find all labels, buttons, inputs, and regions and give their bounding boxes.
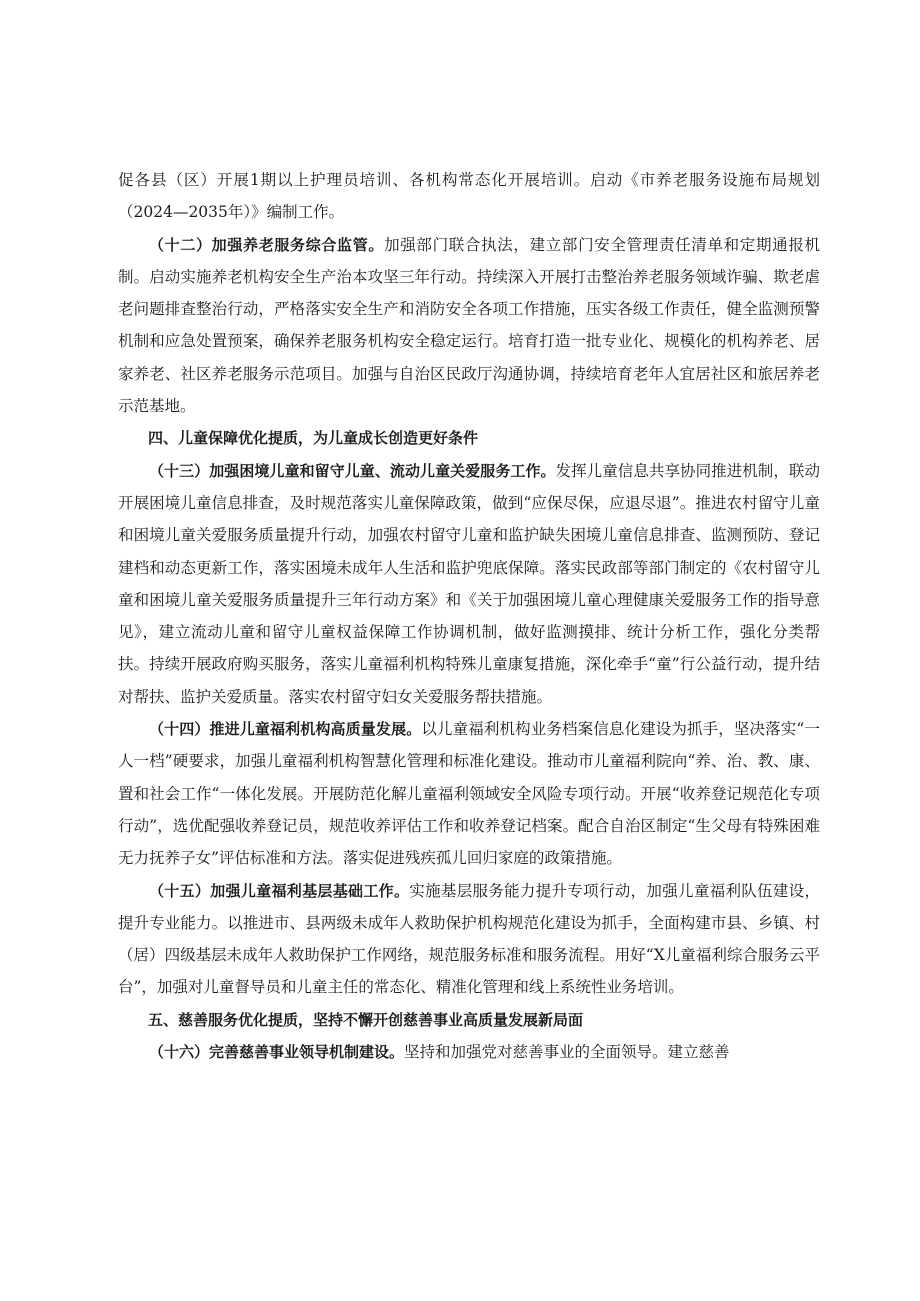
paragraph-text: 实施基层服务能力提升专项行动，加强儿童福利队伍建设，提升专业能力。以推进市、县两级未成年人救助保护机构规范化建设为抓手，全面构建市县、乡镇、村（居）四级基层未成年人救助保护工作网络，规范服务标准和服务流程。用好“X儿童福利综合服务云平台”，加强对儿童督导员和儿童主任的常态化、精准化管理和线上系统性业务培训。 [118,881,820,997]
paragraph-text: 促各县（区）开展1期以上护理员培训、各机构常态化开展培训。启动《市养老服务设施布局规划（2024—2035年）》编制工作。 [118,171,820,222]
paragraph-lead: （十五）加强儿童福利基层基础工作。 [149,881,410,900]
document-body [118,164,820,1068]
paragraph-text: 以儿童福利机构业务档案信息化建设为抓手，坚决落实“一人一档”硬要求，加强儿童福利机构智慧化管理和标准化建设。推动市儿童福利院向“养、治、教、康、置和社会工作“一体化发展。开展防范化解儿童福利领域安全风险专项行动。开展“收养登记规范化专项行动”，选优配强收养登记员，规范收养评估工作和收养登记档案。配合自治区制定“生父母有特殊困难无力抚养子女”评估标准和方法。落实促进残疾孤儿回归家庭的政策措施。 [118,720,820,868]
paragraph-lead: （十二）加强养老服务综合监管。 [149,235,385,254]
paragraph-text: 坚持和加强党对慈善事业的全面领导。建立慈善 [404,1043,730,1062]
paragraph-lead: （十六）完善慈善事业领导机制建设。 [149,1043,405,1062]
paragraph-lead: （十三）加强困境儿童和留守儿童、流动儿童关爱服务工作。 [149,461,556,480]
paragraph-text: 发挥儿童信息共享协同推进机制，联动开展困境儿童信息排查，及时规范落实儿童保障政策，做到“应保尽保，应退尽退”。推进农村留守儿童和困境儿童关爱服务质量提升行动，加强农村留守儿童和监护缺失困境儿童信息排查、监测预防、登记建档和动态更新工作，落实困境未成年人生活和监护兜底保障。落实民政部等部门制定的《农村留守儿童和困境儿童关爱服务质量提升三年行动方案》和《关于加强困境儿童心理健康关爱服务工作的指导意见》，建立流动儿童和留守儿童权益保障工作协调机制，做好监测摸排、统计分析工作，强化分类帮扶。持续开展政府购买服务，落实儿童福利机构特殊儿童康复措施，深化牵手“童”行公益行动，提升结对帮扶、监护关爱质量。落实农村留守妇女关爱服务帮扶措施。 [118,461,820,706]
paragraph-1 [118,164,820,229]
paragraph-14 [118,713,820,874]
paragraph-12 [118,229,820,423]
paragraph-13 [118,455,820,713]
paragraph-text: 加强部门联合执法，建立部门安全管理责任清单和定期通报机制。启动实施养老机构安全生产治本攻坚三年行动。持续深入开展打击整治养老服务领域诈骗、欺老虐老问题排查整治行动，严格落实安全生产和消防安全各项工作措施，压实各级工作责任，健全监测预警机制和应急处置预案，确保养老服务机构安全稳定运行。培育打造一批专业化、规模化的机构养老、居家养老、社区养老服务示范项目。加强与自治区民政厅沟通协调，持续培育老年人宜居社区和旅居养老示范基地。 [118,235,820,416]
section-heading-4: 四、儿童保障优化提质，为儿童成长创造更好条件 [148,429,479,448]
section-heading-5: 五、慈善服务优化提质，坚持不懈开创慈善事业高质量发展新局面 [148,1010,584,1029]
paragraph-lead: （十四）推进儿童福利机构高质量发展。 [149,720,422,739]
paragraph-16 [118,1036,820,1068]
paragraph-15 [118,875,820,1004]
